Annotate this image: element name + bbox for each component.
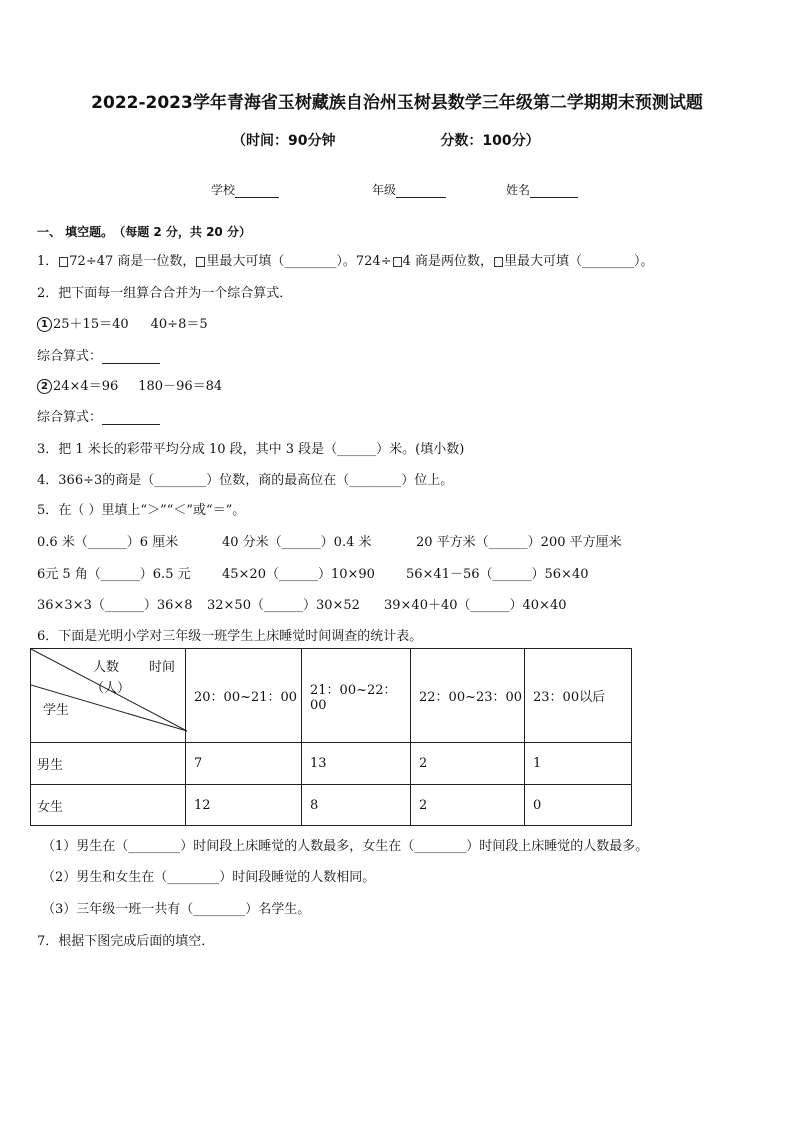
column-header: 23：00以后	[525, 649, 632, 743]
page-title: 2022-2023学年青海省玉树藏族自治州玉树县数学三年级第二学期期末预测试题	[91, 93, 703, 113]
table-cell: 2	[411, 743, 525, 785]
exam-meta	[232, 130, 540, 150]
q5-item: 0.6 米（______）6 厘米	[37, 535, 179, 550]
table-cell: 12	[186, 785, 302, 826]
row-label: 男生	[31, 743, 186, 785]
exam-time: （时间：90分钟	[232, 133, 336, 149]
circled-number-icon: 1	[37, 317, 52, 332]
table-cell: 0	[525, 785, 632, 826]
circled-number-icon: 2	[37, 379, 52, 394]
q2-group-1: 1 25＋15＝40 40÷8＝5	[37, 313, 208, 332]
sleep-time-table	[30, 648, 632, 826]
diagonal-header-cell	[31, 649, 186, 743]
diag-count-label: 人数	[93, 660, 120, 675]
blank-box-icon	[59, 257, 68, 267]
q2-group-2: 2 24×4＝96 180－96＝84	[37, 375, 222, 394]
diag-unit-label: （人）	[91, 681, 131, 696]
blank-box-icon	[393, 257, 402, 267]
column-header: 21：00~22：00	[302, 649, 411, 743]
table-cell: 8	[302, 785, 411, 826]
q2-answer-1: 综合算式：	[37, 345, 160, 364]
q2-answer-2: 综合算式：	[37, 406, 160, 425]
school-field: 学校	[211, 181, 279, 198]
table-cell: 1	[525, 743, 632, 785]
table-row	[31, 785, 632, 826]
diag-time-label: 时间	[149, 660, 176, 675]
q5-item: 6元 5 角（______）6.5 元	[37, 567, 191, 582]
section-heading: 一、 填空题。 （每题 2 分，共 20 分）	[37, 225, 251, 239]
question-6: 6．下面是光明小学对三年级一班学生上床睡觉时间调查的统计表。	[37, 629, 423, 644]
q6-sub-3: （3）三年级一班一共有（________）名学生。	[42, 902, 311, 917]
question-7: 7．根据下图完成后面的填空．	[37, 934, 215, 949]
q6-sub-1: （1）男生在（________）时间段上床睡觉的人数最多，女生在（________）时间段上床睡觉的人数最多。	[42, 839, 649, 854]
q5-item: 40 分米（______）0.4 米	[222, 535, 372, 550]
blank-box-icon	[494, 257, 503, 267]
q5-item: 36×3×3（______）36×8	[37, 598, 193, 613]
table-cell: 7	[186, 743, 302, 785]
column-header: 22：00~23：00	[411, 649, 525, 743]
q5-item: 20 平方米（______）200 平方厘米	[416, 535, 622, 550]
q5-item: 39×40＋40（______）40×40	[384, 598, 567, 613]
name-field: 姓名	[506, 181, 578, 198]
table-row	[31, 743, 632, 785]
blank-box-icon	[196, 257, 205, 267]
table-header-row	[31, 649, 632, 743]
row-label: 女生	[31, 785, 186, 826]
q5-item: 56×41－56（______）56×40	[406, 567, 589, 582]
grade-field: 年级	[372, 181, 446, 198]
q6-sub-2: （2）男生和女生在（________）时间段睡觉的人数相同。	[42, 870, 376, 885]
table-cell: 13	[302, 743, 411, 785]
question-5: 5．在（ ）里填上“＞”“＜”或“＝”。	[37, 503, 246, 518]
question-3: 3．把 1 米长的彩带平均分成 10 段，其中 3 段是（______）米。(填小数)	[37, 442, 465, 457]
column-header: 20：00~21：00	[186, 649, 302, 743]
question-1: 1． 72÷47 商是一位数， 里最大可填（________）。724÷ 4 商是两位数， 里最大可填（________）。	[37, 254, 654, 269]
q5-item: 45×20（______）10×90	[222, 567, 375, 582]
diag-student-label: 学生	[43, 703, 70, 718]
question-2: 2．把下面每一组算合合并为一个综合算式．	[37, 286, 293, 301]
exam-score: 分数：100分）	[440, 133, 540, 149]
q5-item: 32×50（______）30×52	[207, 598, 360, 613]
question-4: 4．366÷3的商是（________）位数，商的最高位在（________）位上。	[37, 473, 454, 488]
table-cell: 2	[411, 785, 525, 826]
